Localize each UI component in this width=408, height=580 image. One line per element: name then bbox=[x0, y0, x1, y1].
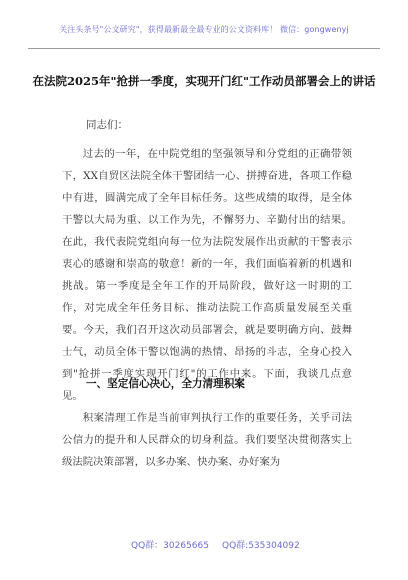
salutation: 同志们： bbox=[86, 119, 128, 131]
section-heading: 一、坚定信心决心，全力清理积案 bbox=[86, 378, 245, 390]
paragraph-intro: 过去的一年，在中院党组的坚强领导和分党组的正确带领下，XX自贸区法院全体干警团结一心、拼搏奋进，各项工作稳中有进，圆满完成了全年目标任务。这些成绩的取得，是全体干警以大局为重、以工作为先，不懈努力、辛勤付出的结果。在此，我代表院党组向每一位为法院发展作出贡献的干警表示衷心的感谢和崇高的敬意！新的一年，我们面临着新的机遇和挑战。第一季度是全年工作的开局阶段，做好这一时期的工作，对完成全年任务目标、推动法院工作高质量发展至关重要。今天，我们召开这次动员部署会，就是要明确方向、鼓舞士气，动员全体干警以饱满的热情、昂扬的斗志，全身心投入到"抢拼一季度实现开门红"的工作中来。下面，我谈几点意见。 bbox=[62, 148, 352, 402]
footer-qq-group-1: QQ群：30265665 bbox=[131, 541, 209, 551]
header-banner: 关注头条号"公文研究"，获得最新最全最专业的公文资料库！ 微信：gongwenyj bbox=[59, 25, 349, 34]
footer-qq-group-2: QQ群:535304092 bbox=[222, 541, 300, 551]
document-title: 在法院2025年"抢拼一季度，实现开门红"工作动员部署会上的讲话 bbox=[32, 74, 376, 88]
header-divider bbox=[28, 48, 380, 49]
paragraph-section-one: 积案清理工作是当前审判执行工作的重要任务，关乎司法公信力的提升和人民群众的切身利益。我们要坚决贯彻落实上级法院决策部署，以多办案、快办案、办好案为 bbox=[62, 412, 352, 468]
